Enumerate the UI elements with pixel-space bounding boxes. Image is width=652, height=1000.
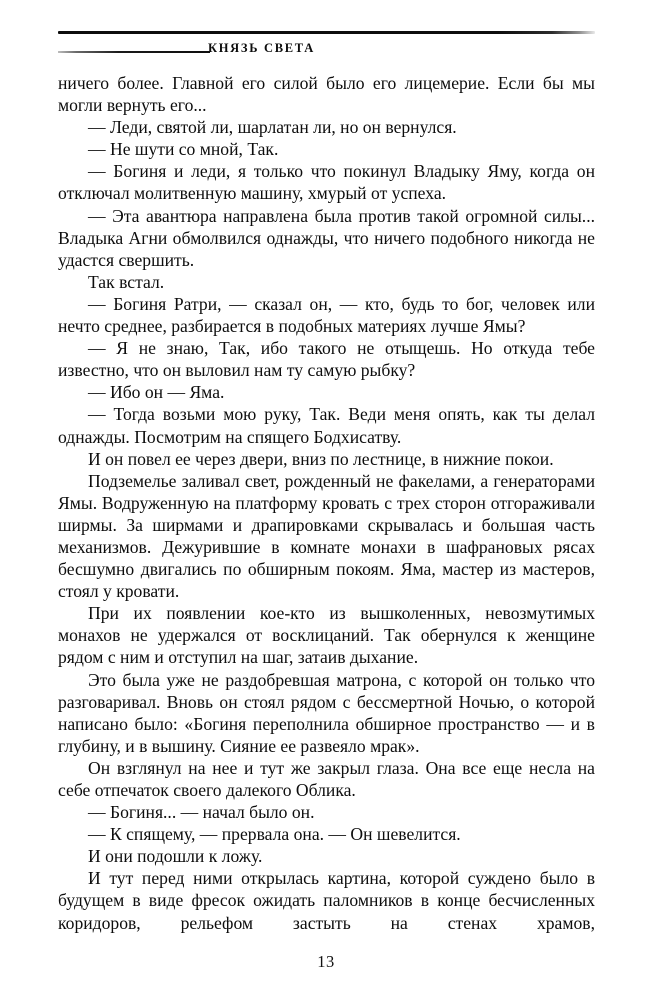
paragraph: — К спящему, — прервала она. — Он шевелится.: [88, 824, 461, 845]
paragraph: Подземелье заливал свет, рожденный не факелами, а генераторами Ямы. Водруженную на платформу кровать с трех сторон отгораживали ширмы. За ширмами и драпировками скрывалась и большая часть механизмов. Дежурившие в комнате монахи в шафрановых рясах бесшумно двигались по обширным покоям. Яма, мастер из мастеров, стоял у кровати.: [58, 470, 595, 602]
running-header-title: КНЯЗЬ СВЕТА: [208, 41, 315, 55]
paragraph: При их появлении кое-кто из вышколенных, невозмутимых монахов не удержался от восклицаний. Так обернулся к женщине рядом с ним и отступил на шаг, затаив дыхание.: [58, 603, 595, 668]
paragraph: — Богиня Ратри, — сказал он, — кто, будь то бог, человек или нечто среднее, разбирается в подобных материях лучше Ямы?: [58, 293, 595, 337]
paragraph: — Я не знаю, Так, ибо такого не отыщешь. Но откуда тебе известно, что он выловил нам ту самую рыбку?: [58, 338, 595, 381]
paragraph: — Эта авантюра направлена была против такой огромной силы... Владыка Агни обмолвился однажды, что ничего подобного никогда не удастся свершить.: [58, 205, 595, 270]
page-body-text: [58, 72, 595, 934]
header-rule-bottom: [58, 51, 210, 53]
paragraph: Он взглянул на нее и тут же закрыл глаза. Она все еще несла на себе отпечаток своего далекого Облика.: [58, 757, 595, 800]
paragraph: Так встал.: [88, 271, 165, 292]
paragraph: ничего более. Главной его силой было его лицемерие. Если бы мы могли вернуть его...: [58, 73, 595, 116]
paragraph: И они подошли к ложу.: [88, 846, 263, 867]
paragraph: — Богиня и леди, я только что покинул Владыку Яму, когда он отключал молитвенную машину, хмурый от успеха.: [58, 161, 595, 204]
header-rule-top: [58, 31, 595, 34]
paragraph: Это была уже не раздобревшая матрона, с которой он только что разговаривал. Вновь он стоял рядом с бессмертной Ночью, о которой написано было: «Богиня переполнила обширное пространство — и в глубину, и в вышину. Сияние ее развеяло мрак».: [58, 669, 595, 756]
paragraph: — Богиня... — начал было он.: [88, 802, 315, 823]
page-number: 13: [317, 952, 335, 971]
paragraph: — Ибо он — Яма.: [88, 382, 225, 403]
paragraph: — Тогда возьми мою руку, Так. Веди меня опять, как ты делал однажды. Посмотрим на спящего Бодхисатву.: [58, 404, 595, 447]
paragraph: — Леди, святой ли, шарлатан ли, но он вернулся.: [88, 117, 457, 138]
running-header: [58, 26, 595, 60]
paragraph: И он повел ее через двери, вниз по лестнице, в нижние покои.: [88, 448, 554, 469]
paragraph: — Не шути со мной, Так.: [88, 139, 279, 160]
paragraph: И тут перед ними открылась картина, которой суждено было в будущем в виде фресок ожидать паломников в конце бесчисленных коридоров, рельефом застыть на стенах храмов,: [58, 868, 595, 933]
